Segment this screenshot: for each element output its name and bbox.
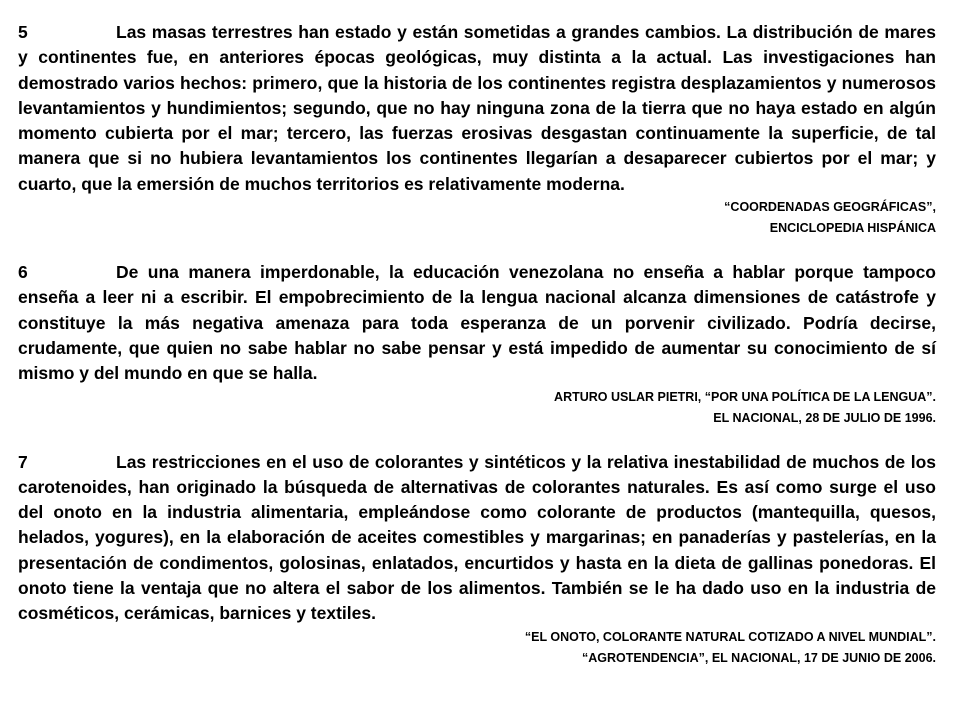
passage-6-number: 6 xyxy=(18,262,28,283)
passage-6 xyxy=(18,260,936,428)
passage-7 xyxy=(18,450,936,669)
passage-7-text: Las restricciones en el uso de colorantes y sintéticos y la relativa inestabilidad de muchos de los carotenoides, han originado la búsqueda de alternativas de colorantes naturales. Es así como surge el uso del onoto en la industria alimentaria, empleándose como colorante de productos (mantequilla, quesos, helados, yogures), en la elaboración de aceites comestibles y margarinas; en panaderías y pastelerías, en la presentación de condimentos, golosinas, enlatados, encurtidos y hasta en la dieta de gallinas ponedoras. El onoto tiene la ventaja que no altera el sabor de los alimentos. También se le ha dado uso en la industria de cosméticos, cerámicas, barnices y textiles. xyxy=(18,451,936,624)
passage-5-number: 5 xyxy=(18,22,28,42)
passage-6-source-line-2: EL NACIONAL, 28 DE JULIO DE 1996. xyxy=(713,410,936,425)
passage-7-source-line-1: “EL ONOTO, COLORANTE NATURAL COTIZADO A NIVEL MUNDIAL”. xyxy=(524,629,936,644)
passage-5 xyxy=(18,20,936,239)
passage-6-source-line-1: ARTURO USLAR PIETRI, “POR UNA POLÍTICA DE LA LENGUA”. xyxy=(554,389,936,404)
passage-7-number: 7 xyxy=(18,451,28,472)
passage-6-body xyxy=(18,260,936,386)
passage-5-source-line-2: ENCICLOPEDIA HISPÁNICA xyxy=(769,221,936,236)
passage-5-source-line-1: “COORDENADAS GEOGRÁFICAS”, xyxy=(724,200,936,215)
reading-page xyxy=(18,20,936,669)
passage-6-text: De una manera imperdonable, la educación venezolana no enseña a hablar porque tampoco enseña a leer ni a escribir. El empobrecimiento de la lengua nacional alcanza dimensiones de catástrofe y constituye la más negativa amenaza para toda esperanza de un porvenir civilizado. Podría decirse, crudamente, que quien no sabe hablar no sabe pensar y está impedido de aumentar su conocimiento de sí mismo y del mundo en que se halla. xyxy=(18,262,936,384)
passage-5-text: Las masas terrestres han estado y están sometidas a grandes cambios. La distribución de mares y continentes fue, en anteriores épocas geológicas, muy distinta a la actual. Las investigaciones han demostrado varios hechos: primero, que la historia de los continentes registra desplazamientos y numerosos levantamientos y hundimientos; segundo, que no hay ninguna zona de la tierra que no haya estado en algún momento cubierta por el mar; tercero, las fuerzas erosivas desgastan continuamente la superficie, de tal manera que si no hubiera levantamientos los continentes llegarían a desaparecer cubiertos por el mar; y cuarto, que la emersión de muchos territorios es relativamente moderna. xyxy=(18,22,936,194)
passage-7-source-line-2: “AGROTENDENCIA”, EL NACIONAL, 17 DE JUNIO DE 2006. xyxy=(581,650,936,665)
passage-5-body xyxy=(18,20,936,197)
passage-7-body xyxy=(18,450,936,627)
